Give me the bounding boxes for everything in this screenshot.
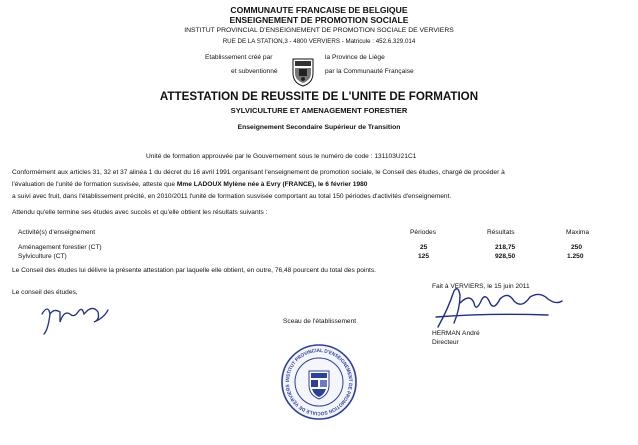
student-identity: Mme LADOUX Mylène née à Evry (FRANCE), le 6 février 1980 <box>176 181 368 188</box>
subsidized-text: et subventionné <box>231 68 278 75</box>
table-row-1-activity: Aménagement forestier (CT) <box>18 244 102 251</box>
table-header-results: Résultats <box>487 229 515 236</box>
percentage-line: Le Conseil des études lui délivre la présente attestation par laquelle elle obtient, en outre, 76,48 pourcent du total des points. <box>12 267 376 274</box>
council-signature-icon <box>38 300 112 338</box>
table-row-2-result: 928,50 <box>495 253 516 260</box>
paragraph-line-4: Attendu qu'elle termine ses études avec succès et qu'elle obtient les résultats suivants : <box>12 209 268 216</box>
province-text: la Province de Liège <box>325 54 385 61</box>
director-name: HERMAN André <box>432 330 480 337</box>
seal-label: Sceau de l'établissement <box>283 318 357 325</box>
director-signature-icon <box>430 283 568 331</box>
table-row-2-activity: Sylviculture (CT) <box>18 253 67 260</box>
table-header-max: Maxima <box>566 229 590 236</box>
approval-code-line: Unité de formation approuvée par le Gouvernement sous le numéro de code : 131103U21C1 <box>146 153 417 160</box>
table-row-1-periods: 25 <box>420 244 428 251</box>
table-row-1-max: 250 <box>571 244 583 251</box>
document-title: ATTESTATION DE REUSSITE DE L'UNITE DE FORMATION <box>159 90 479 103</box>
paragraph-line-1: Conformément aux articles 31, 32 et 37 alinéa 1 du décret du 16 avril 1991 organisant l'enseignement de promotion sociale, le Conseil des études, chargé de procéder à <box>12 169 505 176</box>
table-row-2-periods: 125 <box>418 253 430 260</box>
community-text: par la Communauté Française <box>325 68 414 75</box>
training-unit-name: SYLVICULTURE ET AMENAGEMENT FORESTIER <box>230 106 408 115</box>
paragraph-line-2 <box>12 181 367 188</box>
seal-ring-text: INSTITUT PROVINCIAL D'ENSEIGNEMENT DE PROMOTION SOCIALE DE VERVIERS <box>284 347 354 417</box>
paragraph-line-2-text: l'évaluation de l'unité de formation susvisée, atteste que <box>12 181 177 188</box>
province-crest-icon <box>291 57 315 87</box>
table-header-periods: Périodes <box>410 229 437 236</box>
header-institute: INSTITUT PROVINCIAL D'ENSEIGNEMENT DE PROMOTION SOCIALE DE VERVIERS <box>184 27 454 34</box>
table-row-2-max: 1.250 <box>567 253 584 260</box>
paragraph-line-3: a suivi avec fruit, dans l'établissement précité, en 2010/2011 l'unité de formation susvisée comportant au total 150 périodes d'activités d'enseignement. <box>12 193 452 200</box>
header-education-type: ENSEIGNEMENT DE PROMOTION SOCIALE <box>229 15 409 25</box>
education-level: Enseignement Secondaire Supérieur de Transition <box>237 124 401 131</box>
created-by-text: Etablissement créé par <box>205 54 273 61</box>
council-signature-label: Le conseil des études, <box>12 289 78 296</box>
institution-seal-icon <box>280 343 358 421</box>
table-header-activities: Activité(s) d'enseignement <box>18 229 96 236</box>
place-date: Fait à VERVIERS, le 15 juin 2011 <box>432 283 530 290</box>
header-community: COMMUNAUTE FRANCAISE DE BELGIQUE <box>230 5 408 15</box>
table-row-1-result: 218,75 <box>495 244 516 251</box>
header-address: RUE DE LA STATION,3 - 4800 VERVIERS - Matricule : 452.6.329.014 <box>222 38 416 45</box>
director-role: Directeur <box>432 339 459 346</box>
